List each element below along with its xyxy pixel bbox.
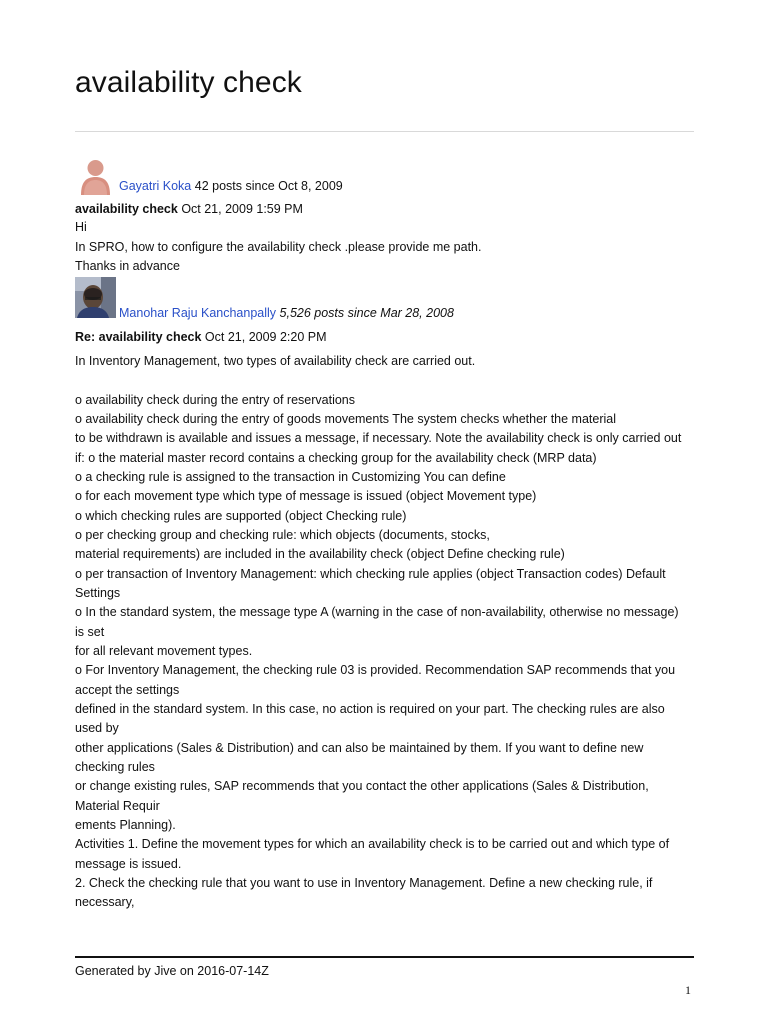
avatar[interactable]	[75, 277, 116, 318]
body-line: o which checking rules are supported (object Checking rule)	[75, 508, 407, 523]
body-line: 2. Check the checking rule that you want to use in Inventory Management. Define a new checking rule, if	[75, 875, 653, 890]
post-author-line	[119, 179, 343, 193]
author-stats: 42 posts since Oct 8, 2009	[191, 179, 343, 193]
body-line: o per checking group and checking rule: which objects (documents, stocks,	[75, 527, 490, 542]
author-link[interactable]: Gayatri Koka	[119, 179, 192, 193]
page-title: availability check	[75, 66, 302, 99]
post-subject: availability check	[75, 202, 178, 216]
page-number: 1	[685, 983, 691, 997]
footer-divider	[75, 956, 694, 958]
body-line: Settings	[75, 585, 121, 600]
body-line: message is issued.	[75, 856, 182, 871]
body-line: In SPRO, how to configure the availability check .please provide me path.	[75, 239, 482, 254]
body-line: Thanks in advance	[75, 259, 180, 273]
body-line: ements Planning).	[75, 817, 176, 832]
body-line: In Inventory Management, two types of availability check are carried out.	[75, 354, 476, 368]
user-photo-avatar-icon	[75, 277, 116, 318]
body-line: o per transaction of Inventory Management: which checking rule applies (object Transaction codes) Default	[75, 566, 666, 581]
post-subject: Re: availability check	[75, 330, 202, 344]
body-line: for all relevant movement types.	[75, 643, 253, 658]
post-date: Oct 21, 2009 1:59 PM	[177, 202, 303, 216]
post-meta	[75, 330, 327, 344]
body-line: o a checking rule is assigned to the transaction in Customizing You can define	[75, 469, 506, 484]
body-line: accept the settings	[75, 682, 180, 697]
title-divider	[75, 131, 694, 132]
body-line: o for each movement type which type of message is issued (object Movement type)	[75, 489, 537, 504]
body-line: Material Requir	[75, 798, 160, 813]
body-line: Hi	[75, 220, 87, 234]
body-line: o In the standard system, the message type A (warning in the case of non-availability, otherwise no message)	[75, 605, 679, 620]
footer-generated: Generated by Jive on 2016-07-14Z	[75, 964, 269, 978]
body-line: or change existing rules, SAP recommends that you contact the other applications (Sales & Distribution,	[75, 779, 649, 794]
body-line: other applications (Sales & Distribution) and can also be maintained by them. If you want to define new	[75, 740, 644, 755]
body-line: checking rules	[75, 759, 155, 774]
body-line: necessary,	[75, 895, 135, 910]
body-line: is set	[75, 624, 105, 639]
author-link[interactable]: Manohar Raju Kanchanpally	[119, 306, 277, 320]
post-author-line	[119, 306, 454, 320]
body-line: used by	[75, 721, 119, 736]
default-person-avatar-icon	[75, 154, 116, 195]
body-line: Activities 1. Define the movement types for which an availability check is to be carried out and which type of	[75, 837, 670, 852]
author-stats: 5,526 posts since Mar 28, 2008	[276, 306, 454, 320]
avatar[interactable]	[75, 154, 116, 195]
post-date: Oct 21, 2009 2:20 PM	[201, 330, 327, 344]
body-line: o For Inventory Management, the checking rule 03 is provided. Recommendation SAP recommends that you	[75, 663, 676, 678]
body-line: defined in the standard system. In this case, no action is required on your part. The checking rules are also	[75, 701, 665, 716]
body-line: to be withdrawn is available and issues a message, if necessary. Note the availability check is only carried out	[75, 431, 682, 446]
post-meta	[75, 202, 303, 216]
body-line: o availability check during the entry of goods movements The system checks whether the material	[75, 411, 617, 426]
body-line: o availability check during the entry of reservations	[75, 392, 356, 407]
body-line: if: o the material master record contains a checking group for the availability check (MRP data)	[75, 450, 597, 465]
body-line: material requirements) are included in the availability check (object Define checking rule)	[75, 547, 565, 562]
